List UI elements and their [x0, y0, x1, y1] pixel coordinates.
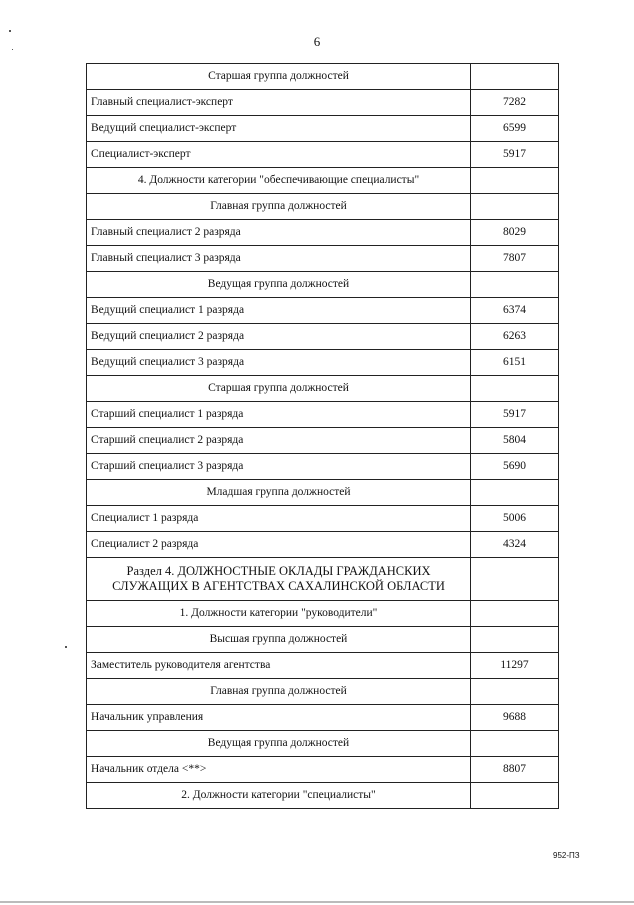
position-name-cell: Главная группа должностей [87, 194, 471, 220]
salary-value-cell [471, 194, 559, 220]
table-row-item [87, 220, 559, 246]
position-name-cell: Ведущий специалист 1 разряда [87, 298, 471, 324]
salary-value-cell: 9688 [471, 705, 559, 731]
salary-value-cell: 6151 [471, 350, 559, 376]
position-name-cell: 4. Должности категории "обеспечивающие специалисты" [87, 168, 471, 194]
scan-bottom-edge [0, 901, 634, 903]
salary-value-cell: 8029 [471, 220, 559, 246]
table-row-group [87, 64, 559, 90]
position-name-cell: Начальник отдела <**> [87, 757, 471, 783]
table-row-section [87, 558, 559, 601]
salary-value-cell: 6374 [471, 298, 559, 324]
table-row-group [87, 480, 559, 506]
position-name-cell: 2. Должности категории "специалисты" [87, 783, 471, 809]
position-name-cell: Старший специалист 2 разряда [87, 428, 471, 454]
salary-value-cell [471, 558, 559, 601]
salary-value-cell [471, 731, 559, 757]
page-number: 6 [313, 34, 321, 49]
scan-speck [9, 30, 11, 32]
salary-value-cell [471, 168, 559, 194]
salary-value-cell [471, 627, 559, 653]
table-row-item [87, 506, 559, 532]
position-name-cell: Ведущий специалист 2 разряда [87, 324, 471, 350]
position-name-cell: Старшая группа должностей [87, 64, 471, 90]
salary-value-cell [471, 480, 559, 506]
salary-value-cell: 6599 [471, 116, 559, 142]
table-row-item [87, 90, 559, 116]
table-row-group [87, 627, 559, 653]
table-row-item [87, 402, 559, 428]
position-name-cell: Главный специалист 3 разряда [87, 246, 471, 272]
table-row-item [87, 298, 559, 324]
salary-value-cell [471, 679, 559, 705]
table-row-item [87, 454, 559, 480]
table-row-item [87, 142, 559, 168]
salary-value-cell [471, 783, 559, 809]
position-name-cell: Старшая группа должностей [87, 376, 471, 402]
table-row-item [87, 350, 559, 376]
position-name-cell: Высшая группа должностей [87, 627, 471, 653]
table-row-item [87, 757, 559, 783]
salary-value-cell: 5804 [471, 428, 559, 454]
salary-value-cell [471, 272, 559, 298]
position-name-cell: Младшая группа должностей [87, 480, 471, 506]
position-name-cell: Специалист 1 разряда [87, 506, 471, 532]
table-row-item [87, 428, 559, 454]
table-row-group [87, 679, 559, 705]
salary-value-cell: 4324 [471, 532, 559, 558]
table-row-group [87, 194, 559, 220]
position-name-cell: Начальник управления [87, 705, 471, 731]
table-row-category [87, 601, 559, 627]
position-name-cell: Ведущая группа должностей [87, 731, 471, 757]
salary-value-cell: 5917 [471, 142, 559, 168]
position-name-cell: Главная группа должностей [87, 679, 471, 705]
position-name-cell: Ведущий специалист 3 разряда [87, 350, 471, 376]
salary-value-cell: 7282 [471, 90, 559, 116]
position-name-cell: 1. Должности категории "руководители" [87, 601, 471, 627]
table-row-category [87, 783, 559, 809]
position-name-cell: Старший специалист 3 разряда [87, 454, 471, 480]
table-row-category [87, 168, 559, 194]
salary-value-cell: 11297 [471, 653, 559, 679]
position-name-cell: Главный специалист-эксперт [87, 90, 471, 116]
salary-table [86, 63, 559, 809]
position-name-cell: Главный специалист 2 разряда [87, 220, 471, 246]
scan-speck [12, 49, 13, 50]
position-name-cell: Ведущий специалист-эксперт [87, 116, 471, 142]
table-row-item [87, 653, 559, 679]
table-body [87, 64, 559, 809]
salary-value-cell: 5917 [471, 402, 559, 428]
position-name-cell: Заместитель руководителя агентства [87, 653, 471, 679]
table-row-group [87, 376, 559, 402]
table-row-group [87, 731, 559, 757]
table-row-item [87, 116, 559, 142]
document-code: 952-ПЗ [553, 851, 580, 860]
table-row-item [87, 324, 559, 350]
position-name-cell: Старший специалист 1 разряда [87, 402, 471, 428]
table-row-item [87, 246, 559, 272]
table-row-item [87, 705, 559, 731]
position-name-cell: Специалист 2 разряда [87, 532, 471, 558]
table-row-group [87, 272, 559, 298]
salary-value-cell: 8807 [471, 757, 559, 783]
salary-value-cell: 6263 [471, 324, 559, 350]
salary-value-cell: 5006 [471, 506, 559, 532]
table-row-item [87, 532, 559, 558]
salary-value-cell [471, 64, 559, 90]
salary-value-cell: 5690 [471, 454, 559, 480]
salary-value-cell [471, 601, 559, 627]
salary-value-cell [471, 376, 559, 402]
position-name-cell: Раздел 4. ДОЛЖНОСТНЫЕ ОКЛАДЫ ГРАЖДАНСКИХ СЛУЖАЩИХ В АГЕНТСТВАХ САХАЛИНСКОЙ ОБЛАСТИ [87, 558, 471, 601]
position-name-cell: Специалист-эксперт [87, 142, 471, 168]
scan-speck [65, 646, 67, 648]
position-name-cell: Ведущая группа должностей [87, 272, 471, 298]
salary-value-cell: 7807 [471, 246, 559, 272]
